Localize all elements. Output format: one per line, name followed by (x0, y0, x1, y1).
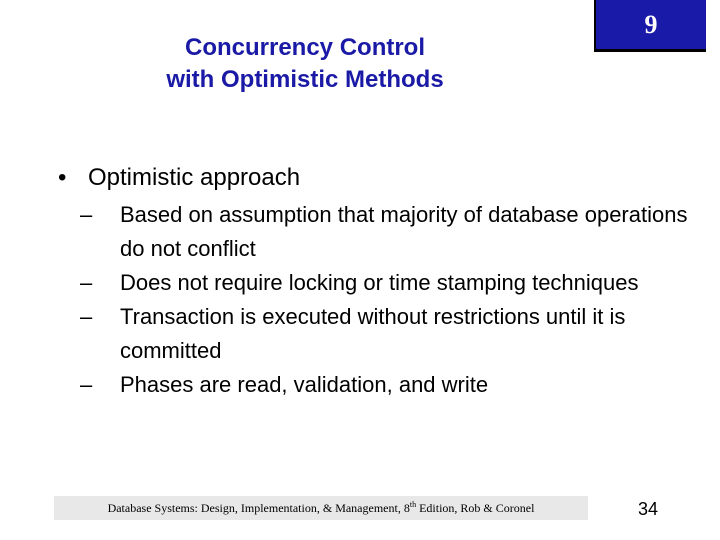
bullet-dot-icon: • (58, 164, 67, 191)
dash-icon: – (80, 304, 93, 329)
sub-bullet-list (80, 198, 698, 402)
slide-title (100, 32, 510, 96)
chapter-badge (594, 0, 706, 52)
footer-text (54, 501, 588, 515)
sub-bullet-item (80, 300, 698, 368)
footer-citation (54, 496, 588, 520)
slide-title-line-1: Concurrency Control (184, 34, 426, 61)
sub-bullet-item (80, 266, 698, 300)
footer-superscript: th (409, 500, 417, 509)
bullet-list (58, 160, 698, 402)
sub-bullet-text: Does not require locking or time stamping techniques (120, 270, 639, 295)
main-bullet (58, 160, 698, 196)
sub-bullet-text: Phases are read, validation, and write (120, 372, 489, 397)
sub-bullet-text: Based on assumption that majority of database operations do not conflict (120, 202, 688, 261)
page-number: 34 (637, 499, 659, 519)
sub-bullet-item (80, 368, 698, 402)
chapter-number: 9 (644, 10, 658, 39)
dash-icon: – (80, 372, 93, 397)
slide-title-line-2: with Optimistic Methods (166, 66, 444, 93)
main-bullet-text: Optimistic approach (88, 164, 301, 191)
dash-icon: – (80, 270, 93, 295)
sub-bullet-item (80, 198, 698, 266)
footer-text-before: Database Systems: Design, Implementation, & Management, 8 (107, 501, 410, 515)
sub-bullet-text: Transaction is executed without restrictions until it is committed (120, 304, 626, 363)
dash-icon: – (80, 202, 93, 227)
footer-text-after: Edition, Rob & Coronel (416, 501, 535, 515)
